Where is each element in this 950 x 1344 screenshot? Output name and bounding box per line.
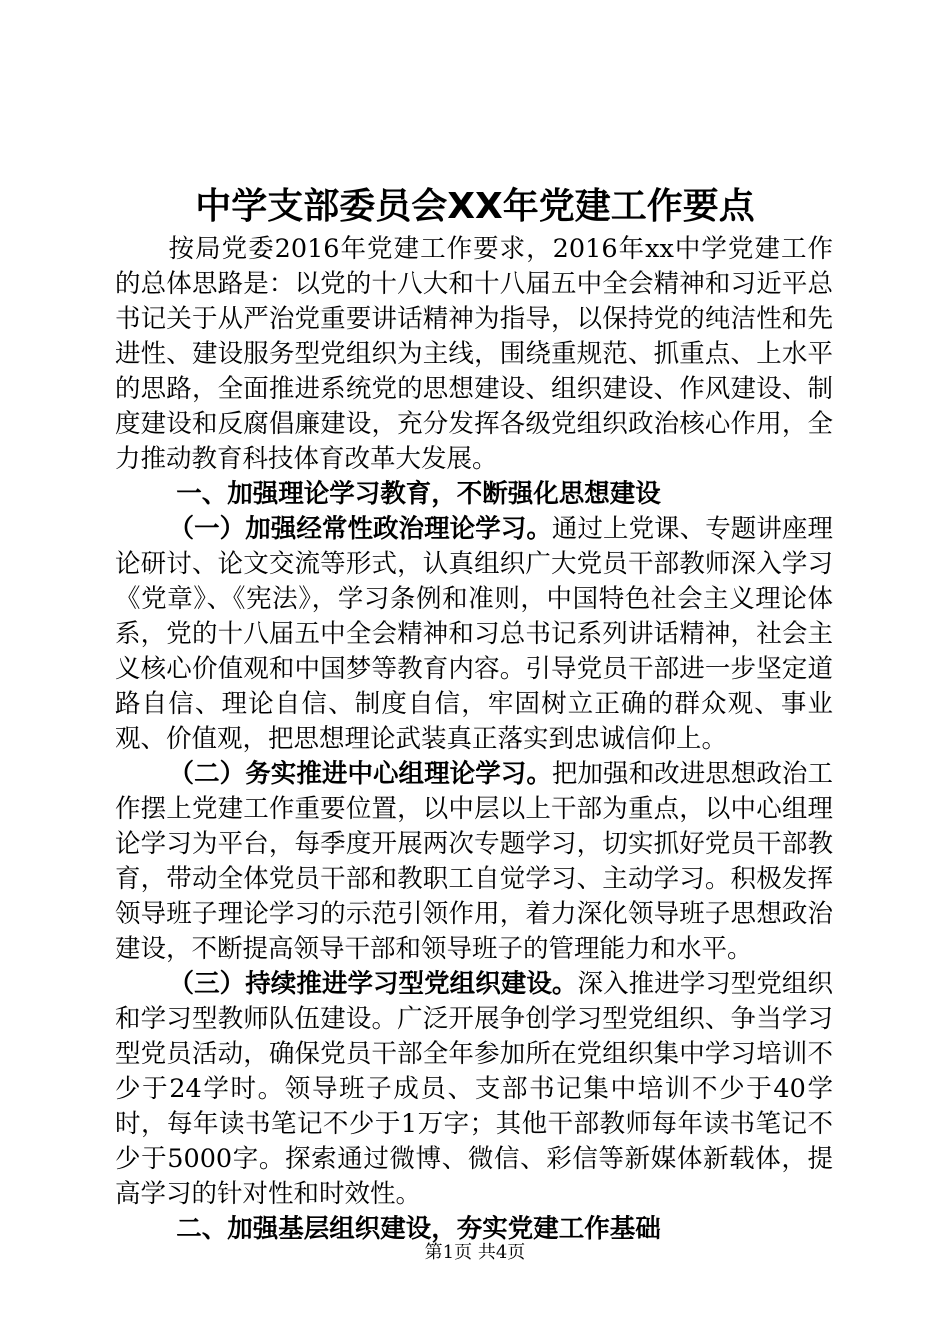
item-1-lead: （一）加强经常性政治理论学习。 <box>168 514 552 544</box>
document-body <box>115 232 833 1247</box>
item-3-lead: （三）持续推进学习型党组织建设。 <box>168 969 578 999</box>
section-2-heading: 二、加强基层组织建设，夯实党建工作基础 <box>176 1214 661 1244</box>
item-3-paragraph <box>115 967 833 1212</box>
item-2-text: 把加强和改进思想政治工作摆上党建工作重要位置，以中层以上干部为重点，以中心组理论学习为平台，每季度开展两次专题学习，切实抓好党员干部教育，带动全体党员干部和教职工自觉学习、主动学习。积极发挥领导班子理论学习的示范引领作用，着力深化领导班子思想政治建设，不断提高领导干部和领导班子的管理能力和水平。 <box>115 759 833 964</box>
section-1-heading: 一、加强理论学习教育，不断强化思想建设 <box>176 479 661 509</box>
intro-paragraph: 按局党委2016年党建工作要求，2016年xx中学党建工作的总体思路是：以党的十八大和十八届五中全会精神和习近平总书记关于从严治党重要讲话精神为指导，以保持党的纯洁性和先进性、建设服务型党组织为主线，围绕重规范、抓重点、上水平的思路，全面推进系统党的思想建设、组织建设、作风建设、制度建设和反腐倡廉建设，充分发挥各级党组织政治核心作用，全力推动教育科技体育改革大发展。 <box>115 234 833 474</box>
item-2-paragraph <box>115 757 833 967</box>
item-3-text: 深入推进学习型党组织和学习型教师队伍建设。广泛开展争创学习型党组织、争当学习型党员活动，确保党员干部全年参加所在党组织集中学习培训不少于24学时。领导班子成员、支部书记集中培训不少于40学时，每年读书笔记不少于1万字；其他干部教师每年读书笔记不少于5000字。探索通过微博、微信、彩信等新媒体新载体，提高学习的针对性和时效性。 <box>115 969 833 1209</box>
item-1-text: 通过上党课、专题讲座理论研讨、论文交流等形式，认真组织广大党员干部教师深入学习《党章》、《宪法》，学习条例和准则，中国特色社会主义理论体系，党的十八届五中全会精神和习总书记系列讲话精神，社会主义核心价值观和中国梦等教育内容。引导党员干部进一步坚定道路自信、理论自信、制度自信，牢固树立正确的群众观、事业观、价值观，把思想理论武装真正落实到忠诚信仰上。 <box>115 514 833 754</box>
item-2-lead: （二）务实推进中心组理论学习。 <box>168 759 552 789</box>
page-number: 第1页 共4页 <box>424 1242 526 1263</box>
document-title: 中学支部委员会XX年党建工作要点 <box>195 186 755 227</box>
item-1-paragraph <box>115 512 833 757</box>
